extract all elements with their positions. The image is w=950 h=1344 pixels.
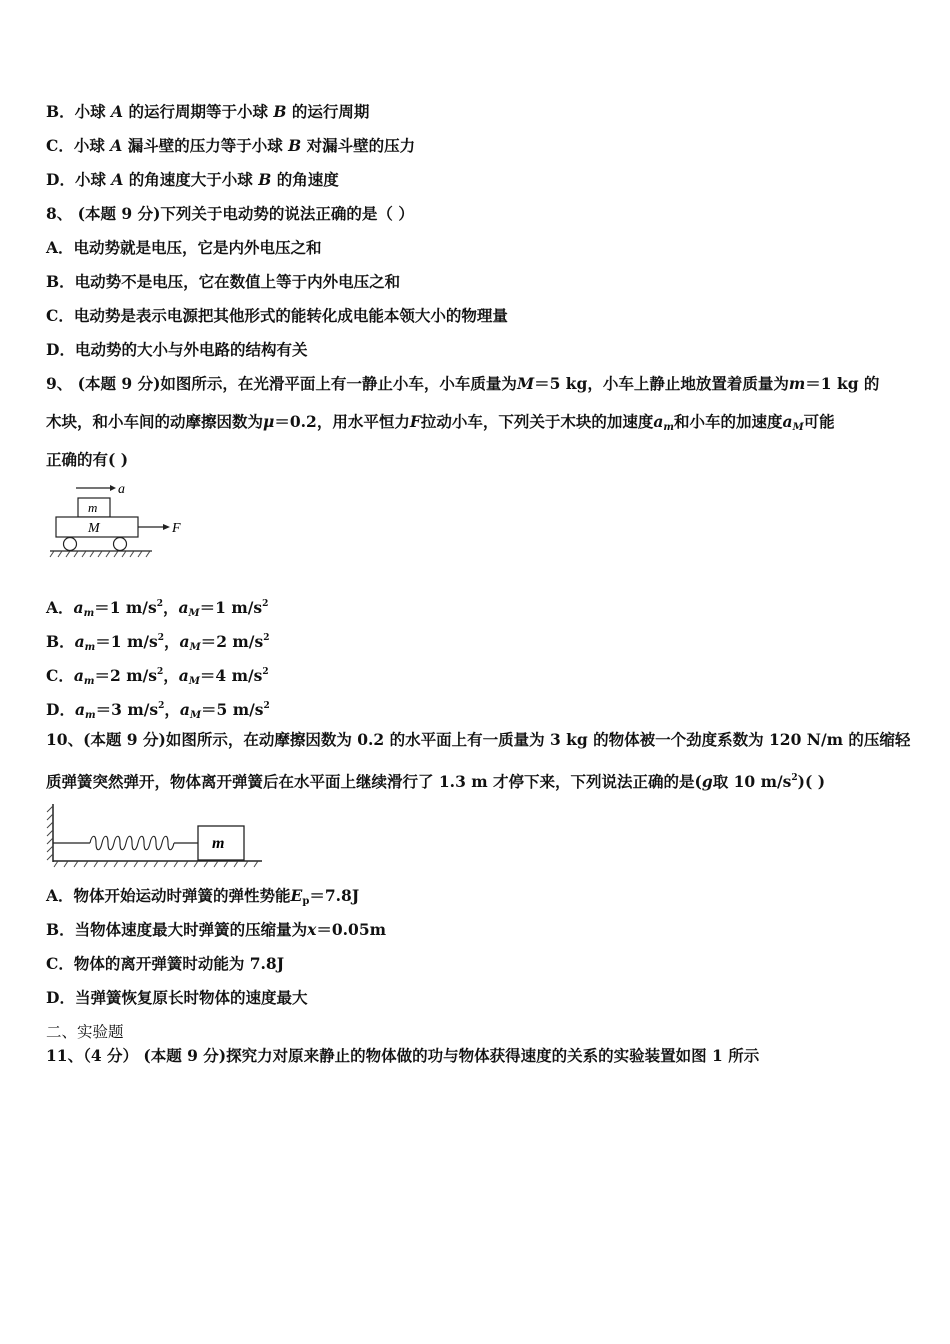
label-m: m <box>88 500 98 515</box>
q8-option-c: C．电动势是表示电源把其他形式的能转化成电能本领大小的物理量 <box>46 306 508 325</box>
q9-stem-line3: 正确的有( ) <box>46 450 129 469</box>
q9-option-b: B．$a_m=1$ $m/s^2$，$a_M=2$ $m/s^2$ <box>46 632 270 653</box>
q10-stem-line2 <box>46 768 825 792</box>
var-a: a <box>782 412 793 431</box>
subscript-m: m <box>663 422 675 433</box>
q9-text: 可能 <box>803 412 835 431</box>
value-aM: 5 <box>216 700 228 719</box>
unit: m/s <box>127 700 159 719</box>
var-E: E <box>290 886 303 905</box>
var-a: a <box>653 412 664 431</box>
q9-text: 9、 (本题 9 分)如图所示，在光滑平面上有一静止小车，小车质量为 <box>46 374 517 393</box>
q7-option-b-end: 的运行周期 <box>291 102 370 121</box>
subscript-p: p <box>302 896 310 907</box>
q9-text: ＝0.2，用水平恒力 <box>274 412 410 431</box>
unit-sup: 2 <box>791 773 798 783</box>
var-b: B <box>258 170 272 189</box>
unit-sup: 2 <box>263 633 270 643</box>
unit-sup: 2 <box>263 701 270 711</box>
q7-option-c <box>46 136 415 156</box>
q7-option-d-end: 的角速度 <box>276 170 339 189</box>
value-aM: 1 <box>215 598 226 617</box>
unit: m/s <box>231 666 263 685</box>
unit: m/s <box>126 632 158 651</box>
label-M: M <box>88 521 100 536</box>
subscript-M: M <box>792 422 804 433</box>
q9-option-c: C．$a_m=2$ $m/s^2$，$a_M=4$ $m/s^2$ <box>46 666 269 687</box>
q10-option-c: C．物体的离开弹簧时动能为 7.8J <box>46 954 285 973</box>
q9-text: ＝1 kg 的 <box>805 374 880 393</box>
value-am: 2 <box>110 666 121 685</box>
q9-option-a: A．$a_m=1$ $m/s^2$，$a_M=1$ $m/s^2$ <box>46 598 269 619</box>
q7-option-c-end: 对漏斗壁的压力 <box>306 136 416 155</box>
label-m: m <box>212 835 225 852</box>
q9-stem-line2 <box>46 412 835 438</box>
unit: m/s <box>232 700 264 719</box>
var-b: B <box>288 136 302 155</box>
value-am: 1 <box>109 598 121 617</box>
unit-sup: 2 <box>262 667 269 677</box>
q7-option-c-prefix: C．小球 <box>46 136 105 155</box>
q7-option-c-mid: 漏斗壁的压力等于小球 <box>127 136 283 155</box>
q7-option-b <box>46 102 369 122</box>
q10-text: ＝0.05m <box>316 920 387 939</box>
q10-stem-line1: 10、(本题 9 分)如图所示，在动摩擦因数为 0.2 的水平面上有一质量为 3 kg 的物体被一个劲度系数为 120 N/m 的压缩轻 <box>46 730 911 749</box>
option-letter: B． <box>46 632 75 651</box>
q7-option-d <box>46 170 339 190</box>
var-M: M <box>516 374 535 393</box>
q9-option-d: D．$a_m=3$ $m/s^2$，$a_M=5$ $m/s^2$ <box>46 700 270 721</box>
q9-text: 和小车的加速度 <box>674 412 783 431</box>
label-a: a <box>118 482 125 497</box>
q7-option-b-prefix: B．小球 <box>46 102 106 121</box>
var-g: g <box>701 772 713 791</box>
value-aM: 4 <box>215 666 227 685</box>
q8-option-d: D．电动势的大小与外电路的结构有关 <box>46 340 308 359</box>
unit-sup: 2 <box>262 599 269 609</box>
label-F: F <box>172 521 181 536</box>
unit-sup: 2 <box>158 701 165 711</box>
q8-option-b: B．电动势不是电压，它在数值上等于内外电压之和 <box>46 272 401 291</box>
q7-option-b-mid: 的运行周期等于小球 <box>128 102 268 121</box>
q7-option-d-mid: 的角速度大于小球 <box>128 170 253 189</box>
var-a: A <box>111 170 124 189</box>
var-F: F <box>409 412 421 431</box>
var-mu: μ <box>263 412 275 431</box>
q10-text: ＝7.8J <box>309 886 360 905</box>
section-title: 二、实验题 <box>46 1023 124 1041</box>
q10-option-d: D．当弹簧恢复原长时物体的速度最大 <box>46 988 308 1007</box>
q7-option-d-prefix: D．小球 <box>46 170 106 189</box>
q10-text: A．物体开始运动时弹簧的弹性势能 <box>46 886 291 905</box>
q10-text: )( ) <box>797 772 826 791</box>
q8-stem: 8、 (本题 9 分)下列关于电动势的说法正确的是（ ） <box>46 204 414 223</box>
unit: m/s <box>232 632 264 651</box>
var-a: A <box>111 102 124 121</box>
q9-text: 拉动小车，下列关于木块的加速度 <box>420 412 654 431</box>
q9-stem-line1 <box>46 374 879 394</box>
unit-sup: 2 <box>157 667 164 677</box>
option-letter: A． <box>46 598 74 617</box>
q9-cart-figure <box>48 478 198 562</box>
q11-stem: 11、（4 分） (本题 9 分)探究力对原来静止的物体做的功与物体获得速度的关系的实验装置如图 1 所示 <box>46 1046 760 1065</box>
q8-option-a: A．电动势就是电压，它是内外电压之和 <box>46 238 322 257</box>
var-m: m <box>788 374 806 393</box>
q10-spring-figure <box>44 800 266 870</box>
value-am: 1 <box>110 632 122 651</box>
var-a: A <box>110 136 123 155</box>
unit: m/s <box>125 598 157 617</box>
option-letter: D． <box>46 700 75 719</box>
q9-text: 木块，和小车间的动摩擦因数为 <box>46 412 264 431</box>
var-x: x <box>307 920 317 939</box>
value-aM: 2 <box>216 632 227 651</box>
unit-sup: 2 <box>157 633 165 643</box>
unit: m/s <box>231 598 263 617</box>
q10-option-b <box>46 920 386 940</box>
q10-text: 取 10 m/s <box>712 772 792 791</box>
q9-text: ＝5 kg，小车上静止地放置着质量为 <box>534 374 789 393</box>
q10-text: B．当物体速度最大时弹簧的压缩量为 <box>46 920 308 939</box>
q10-option-a <box>46 886 359 912</box>
option-letter: C． <box>46 666 74 685</box>
unit-sup: 2 <box>156 599 163 609</box>
value-am: 3 <box>111 700 122 719</box>
unit: m/s <box>126 666 157 685</box>
var-b: B <box>273 102 287 121</box>
q10-text: 质弹簧突然弹开，物体离开弹簧后在水平面上继续滑行了 1.3 m 才停下来，下列说法正确的是( <box>46 772 702 791</box>
